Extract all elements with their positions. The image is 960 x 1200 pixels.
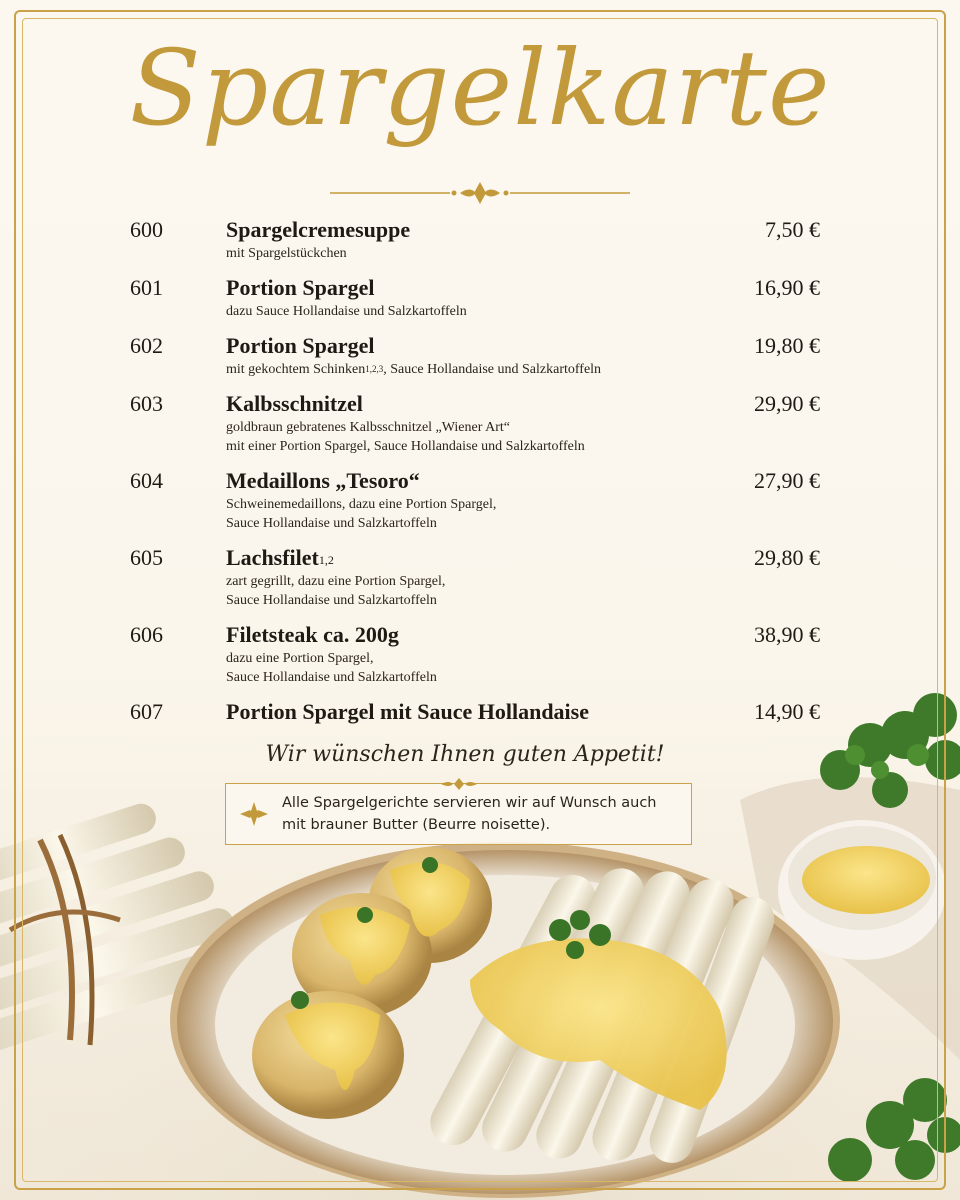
- allergen-superscript: 1,2,3: [365, 364, 384, 374]
- menu-item-name-text: Filetsteak ca. 200g: [226, 622, 399, 647]
- note-box: [225, 783, 692, 845]
- menu-item-price: 16,90 €: [754, 275, 820, 300]
- page-title: Spargelkarte: [129, 27, 831, 149]
- menu-item-body: [226, 390, 690, 456]
- menu-item-description: dazu eine Portion Spargel,: [226, 651, 374, 666]
- menu-item-name: [226, 467, 690, 495]
- menu-item-name: [226, 216, 690, 244]
- menu-item: [130, 274, 820, 321]
- menu-item-description: mit Spargelstückchen: [226, 246, 347, 261]
- menu-item-name: [226, 698, 690, 726]
- description-part: , Sauce Hollandaise und Salzkartoffeln: [383, 362, 602, 377]
- menu-item-name-text: Lachsfilet: [226, 545, 319, 570]
- menu-item-name: [226, 274, 690, 302]
- menu-item-description: [226, 360, 690, 379]
- menu-item-number: 607: [130, 699, 163, 724]
- menu-item: [130, 332, 820, 379]
- description-part: mit gekochtem Schinken: [226, 362, 366, 377]
- menu-item-description: dazu Sauce Hollandaise und Salzkartoffeln: [226, 304, 467, 319]
- note-text: [282, 792, 691, 836]
- menu-item-description: Sauce Hollandaise und Salzkartoffeln: [226, 670, 437, 685]
- menu-item-name-text: Kalbsschnitzel: [226, 391, 363, 416]
- menu-item-description: Sauce Hollandaise und Salzkartoffeln: [226, 593, 437, 608]
- menu-item-name: [226, 621, 690, 649]
- menu-item-name-text: Portion Spargel: [226, 333, 375, 358]
- menu-item-body: [226, 274, 690, 321]
- menu-item-body: [226, 332, 690, 379]
- menu-item-price: 27,90 €: [754, 468, 820, 493]
- menu-item-body: [226, 621, 690, 687]
- menu-item-name: [226, 544, 690, 572]
- menu-item-body: [226, 698, 690, 726]
- menu-item-name-text: Medaillons „Tesoro“: [226, 468, 420, 493]
- allergen-superscript: 1,2: [318, 553, 334, 567]
- menu-item: [130, 698, 820, 726]
- menu-item-name: [226, 332, 690, 360]
- menu-item-number: 600: [130, 217, 163, 242]
- menu-item: [130, 216, 820, 263]
- note-line-1: Alle Spargelgerichte servieren wir auf Wunsch auch: [282, 795, 657, 811]
- menu-item-number: 601: [130, 275, 163, 300]
- menu-item-number: 604: [130, 468, 163, 493]
- menu-item-price: 29,80 €: [754, 545, 820, 570]
- menu-item: [130, 621, 820, 687]
- menu-item-price: 7,50 €: [765, 217, 820, 242]
- fleur-ornament-icon: [239, 801, 269, 827]
- menu-item-name-text: Portion Spargel: [226, 275, 375, 300]
- menu-item-description: zart gegrillt, dazu eine Portion Spargel,: [226, 574, 446, 589]
- title-divider: [330, 180, 630, 210]
- appetite-wish: Wir wünschen Ihnen guten Appetit!: [265, 742, 665, 767]
- menu-item-body: [226, 467, 690, 533]
- menu-item-name-text: Portion Spargel mit Sauce Hollandaise: [226, 699, 589, 724]
- menu-item-number: 602: [130, 333, 163, 358]
- note-line-2: mit brauner Butter (Beurre noisette).: [282, 817, 551, 833]
- menu-item-number: 605: [130, 545, 163, 570]
- menu-item-description: Sauce Hollandaise und Salzkartoffeln: [226, 516, 437, 531]
- diamond-ornament-icon: [439, 777, 479, 791]
- menu-item-description: goldbraun gebratenes Kalbsschnitzel „Wiener Art“: [226, 420, 510, 435]
- menu-item: [130, 390, 820, 456]
- menu-item-price: 14,90 €: [754, 699, 820, 724]
- menu-item-number: 603: [130, 391, 163, 416]
- fleur-ornament-icon: [452, 182, 509, 204]
- menu-item-price: 29,90 €: [754, 391, 820, 416]
- menu-item-name-text: Spargelcremesuppe: [226, 217, 411, 242]
- menu-item: [130, 544, 820, 610]
- menu-item: [130, 467, 820, 533]
- menu-item-price: 19,80 €: [754, 333, 820, 358]
- menu-item-description: mit einer Portion Spargel, Sauce Hollandaise und Salzkartoffeln: [226, 439, 585, 454]
- menu-item-name: [226, 390, 690, 418]
- menu-item-body: [226, 544, 690, 610]
- menu-item-number: 606: [130, 622, 163, 647]
- menu-item-body: [226, 216, 690, 263]
- menu-item-price: 38,90 €: [754, 622, 820, 647]
- menu-item-description: Schweinemedaillons, dazu eine Portion Spargel,: [226, 497, 497, 512]
